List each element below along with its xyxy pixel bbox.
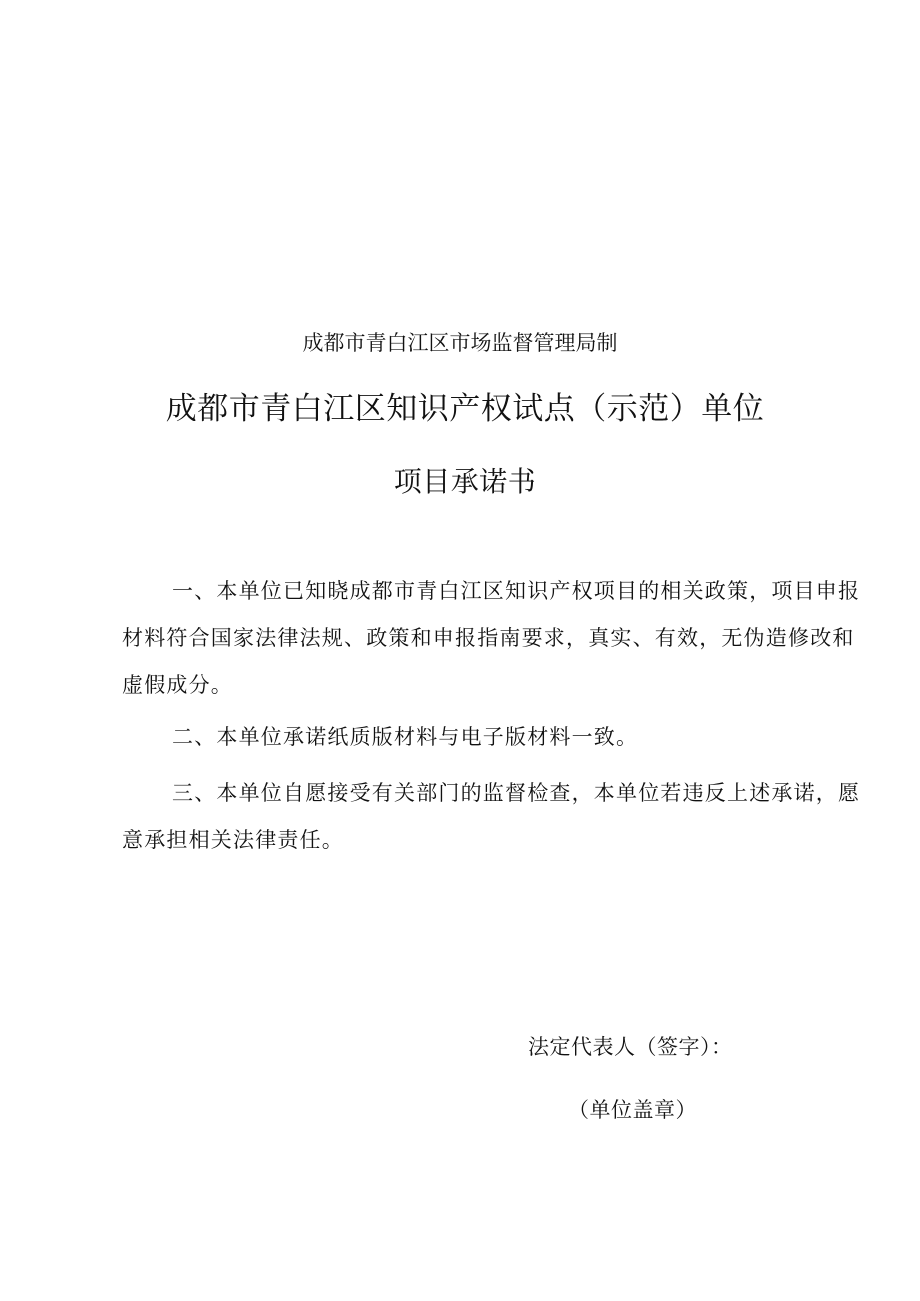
legal-representative-signature-label: 法定代表人（签字）： [528, 1035, 733, 1059]
document-title: 成都市青白江区知识产权试点（示范）单位 [165, 391, 765, 427]
commitment-paragraph-1: 一、本单位已知晓成都市青白江区知识产权项目的相关政策，项目申报材料符合国家法律法规、政策和申报指南要求，真实、有效，无伪造修改和虚假成分。 [122, 579, 861, 697]
commitment-paragraph-2: 二、本单位承诺纸质版材料与电子版材料一致。 [172, 725, 639, 749]
commitment-paragraph-3: 三、本单位自愿接受有关部门的监督检查，本单位若违反上述承诺，愿意承担相关法律责任。 [122, 781, 861, 852]
document-subtitle: 项目承诺书 [393, 465, 537, 498]
issuer-line: 成都市青白江区市场监督管理局制 [302, 331, 618, 355]
commitment-body [122, 568, 870, 864]
unit-seal-label: （单位盖章） [568, 1098, 697, 1122]
